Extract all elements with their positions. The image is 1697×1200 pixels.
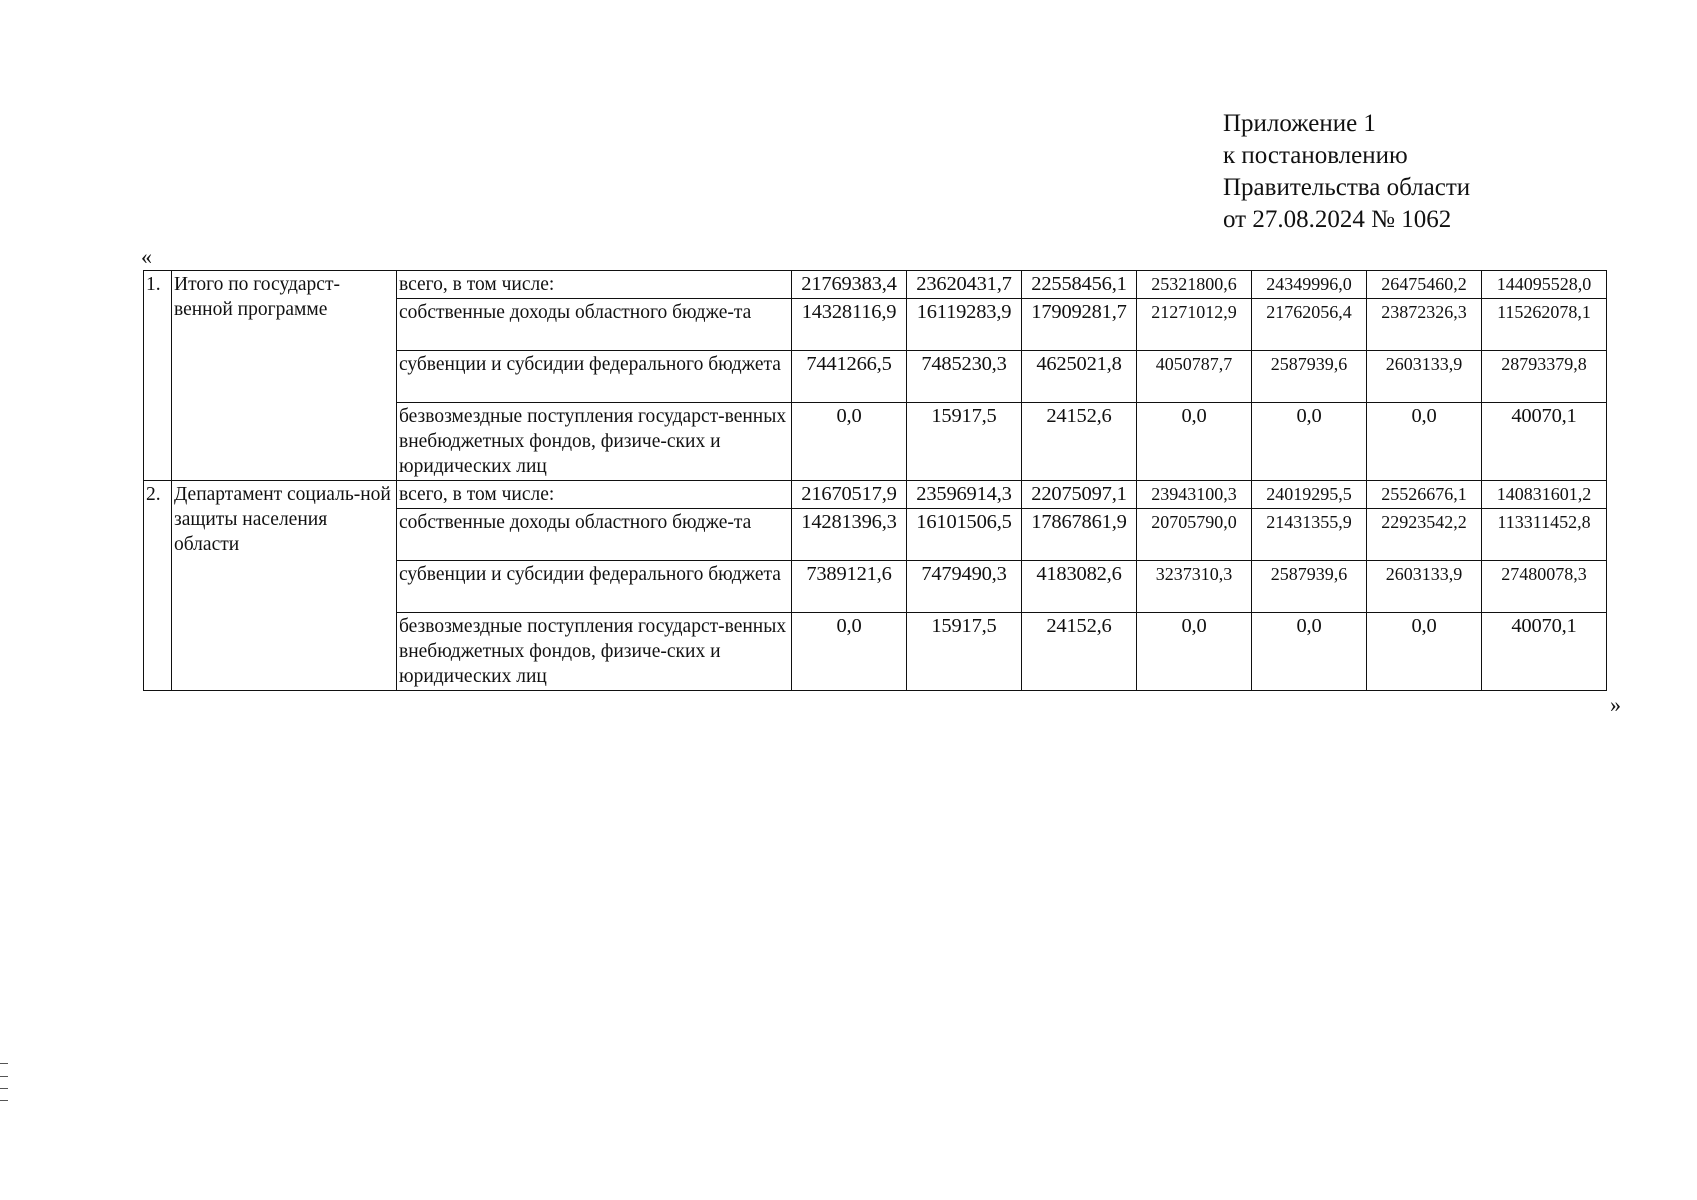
closing-quote: »: [1610, 692, 1621, 717]
row-label: субвенции и субсидии федерального бюджета: [397, 351, 792, 403]
table-row: [144, 271, 1607, 299]
table-cell: 2587939,6: [1252, 351, 1367, 403]
table-cell: 16119283,9: [907, 299, 1022, 351]
table-cell: 15917,5: [907, 403, 1022, 481]
table-cell: 3237310,3: [1137, 561, 1252, 613]
table-cell: 2603133,9: [1367, 351, 1482, 403]
table-cell: 21271012,9: [1137, 299, 1252, 351]
table-cell: 25321800,6: [1137, 271, 1252, 299]
table-cell: 140831601,2: [1482, 481, 1607, 509]
table-cell: 25526676,1: [1367, 481, 1482, 509]
table-cell: 0,0: [1252, 613, 1367, 691]
table-cell: 0,0: [1367, 613, 1482, 691]
table-row: [144, 481, 1607, 509]
table-cell: 0,0: [1137, 613, 1252, 691]
table-cell: 7389121,6: [792, 561, 907, 613]
table-cell: 0,0: [1137, 403, 1252, 481]
row-label: субвенции и субсидии федерального бюджета: [397, 561, 792, 613]
table-cell: 24152,6: [1022, 613, 1137, 691]
table-cell: 17867861,9: [1022, 509, 1137, 561]
appendix-authority: Правительства области: [1223, 174, 1471, 201]
row-label: собственные доходы областного бюдже-та: [397, 509, 792, 561]
table-cell: 0,0: [1252, 403, 1367, 481]
table-cell: 21769383,4: [792, 271, 907, 299]
table-cell: 28793379,8: [1482, 351, 1607, 403]
table-cell: 113311452,8: [1482, 509, 1607, 561]
table-cell: 144095528,0: [1482, 271, 1607, 299]
table-cell: 24019295,5: [1252, 481, 1367, 509]
table-cell: 115262078,1: [1482, 299, 1607, 351]
row-label: безвозмездные поступления государст-венных внебюджетных фондов, физиче-ских и юридических лиц: [397, 613, 792, 691]
table-cell: 4050787,7: [1137, 351, 1252, 403]
table-cell: 17909281,7: [1022, 299, 1137, 351]
table-cell: 14281396,3: [792, 509, 907, 561]
table-cell: 40070,1: [1482, 403, 1607, 481]
table-cell: 22075097,1: [1022, 481, 1137, 509]
appendix-resolution-ref: к постановлению: [1223, 142, 1408, 169]
table-cell: 4625021,8: [1022, 351, 1137, 403]
section-index: 1.: [144, 271, 172, 481]
opening-quote: «: [141, 244, 152, 269]
table-cell: 16101506,5: [907, 509, 1022, 561]
table-cell: 40070,1: [1482, 613, 1607, 691]
table-cell: 2603133,9: [1367, 561, 1482, 613]
table-cell: 24349996,0: [1252, 271, 1367, 299]
appendix-date-number: от 27.08.2024 № 1062: [1223, 206, 1452, 233]
table-cell: 27480078,3: [1482, 561, 1607, 613]
row-label: безвозмездные поступления государст-венных внебюджетных фондов, физиче-ских и юридических лиц: [397, 403, 792, 481]
row-label: всего, в том числе:: [397, 271, 792, 299]
table-cell: 24152,6: [1022, 403, 1137, 481]
table-cell: 21762056,4: [1252, 299, 1367, 351]
table-cell: 20705790,0: [1137, 509, 1252, 561]
section-name: Итого по государст-венной программе: [172, 271, 397, 481]
table-cell: 23872326,3: [1367, 299, 1482, 351]
table-cell: 22923542,2: [1367, 509, 1482, 561]
scan-margin-mark: [0, 1063, 8, 1101]
section-name: Департамент социаль-ной защиты населения области: [172, 481, 397, 691]
table-cell: 0,0: [1367, 403, 1482, 481]
table-cell: 23596914,3: [907, 481, 1022, 509]
table-cell: 22558456,1: [1022, 271, 1137, 299]
table-cell: 14328116,9: [792, 299, 907, 351]
table-cell: 7485230,3: [907, 351, 1022, 403]
table-cell: 21431355,9: [1252, 509, 1367, 561]
table-cell: 21670517,9: [792, 481, 907, 509]
row-label: всего, в том числе:: [397, 481, 792, 509]
table-cell: 4183082,6: [1022, 561, 1137, 613]
table-cell: 0,0: [792, 403, 907, 481]
row-label: собственные доходы областного бюдже-та: [397, 299, 792, 351]
table-cell: 26475460,2: [1367, 271, 1482, 299]
table-cell: 7479490,3: [907, 561, 1022, 613]
table-cell: 2587939,6: [1252, 561, 1367, 613]
section-index: 2.: [144, 481, 172, 691]
budget-table: [143, 270, 1607, 691]
table-cell: 23620431,7: [907, 271, 1022, 299]
table-cell: 7441266,5: [792, 351, 907, 403]
table-cell: 15917,5: [907, 613, 1022, 691]
appendix-header: [1223, 108, 1470, 236]
table-cell: 23943100,3: [1137, 481, 1252, 509]
appendix-title: Приложение 1: [1223, 110, 1376, 137]
table-cell: 0,0: [792, 613, 907, 691]
